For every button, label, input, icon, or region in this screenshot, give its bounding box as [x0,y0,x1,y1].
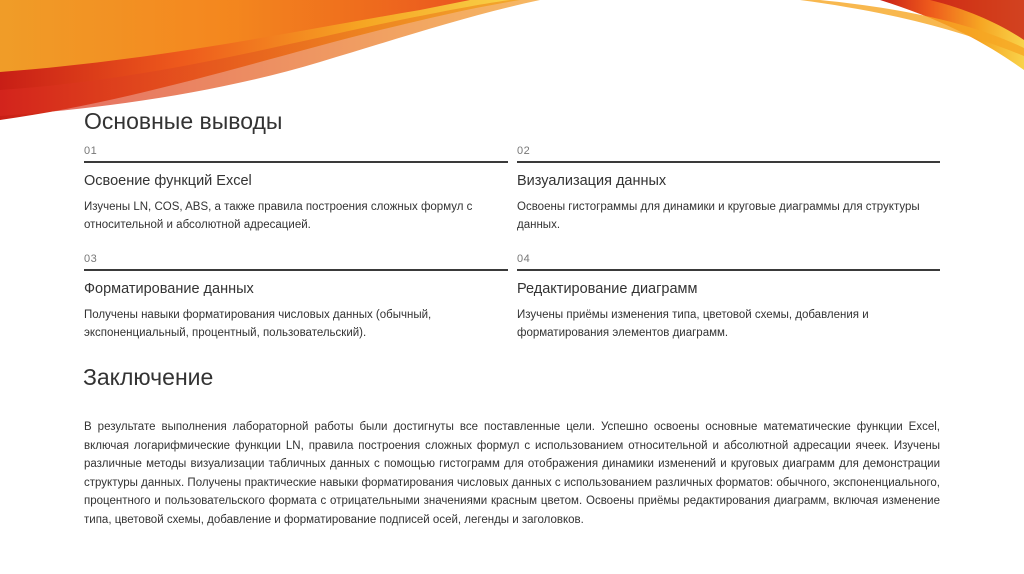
summary-card-1 [84,145,508,234]
conclusion-title: Заключение [83,364,214,390]
summary-card-3 [84,253,508,342]
conclusion-text: В результате выполнения лабораторной работы были достигнуты все поставленные цели. Успешно освоены основные математические функции Excel, включая логарифмические функции LN, правила построения сложных формул с использованием относительной и абсолютной адресации ячеек. Изучены различные методы визуализации табличных данных с помощью гистограмм для отображения динамики изменений и круговых диаграмм для демонстрации структуры данных. Получены практические навыки форматирования числовых данных с использованием различных форматов: обычного, экспоненциального, процентного и пользовательского формата с отрицательными значениями красным цветом. Освоены приёмы редактирования диаграмм, включая изменение типа, цветовой схемы, добавление и форматирование подписей осей, легенды и заголовков. [84,421,940,526]
card-text: Освоены гистограммы для динамики и круговые диаграммы для структуры данных. [517,201,920,231]
card-divider [517,161,940,163]
card-heading: Редактирование диаграмм [517,281,698,297]
card-heading: Освоение функций Excel [84,173,252,189]
summary-card-4 [517,253,940,342]
card-text: Изучены приёмы изменения типа, цветовой схемы, добавления и форматирования элементов диаграмм. [517,309,869,339]
card-number: 01 [84,145,98,157]
card-divider [517,269,940,271]
card-divider [84,161,508,163]
card-heading: Визуализация данных [517,173,667,189]
card-number: 04 [517,253,531,265]
summary-card-2 [517,145,940,234]
card-divider [84,269,508,271]
slide-title: Основные выводы [84,108,283,134]
card-text: Изучены LN, COS, ABS, а также правила построения сложных формул с относительной и абсолютной адресацией. [84,201,473,231]
card-text: Получены навыки форматирования числовых данных (обычный, экспоненциальный, процентный, пользовательский). [84,309,432,339]
card-number: 02 [517,145,531,157]
card-number: 03 [84,253,98,265]
card-heading: Форматирование данных [84,281,254,297]
